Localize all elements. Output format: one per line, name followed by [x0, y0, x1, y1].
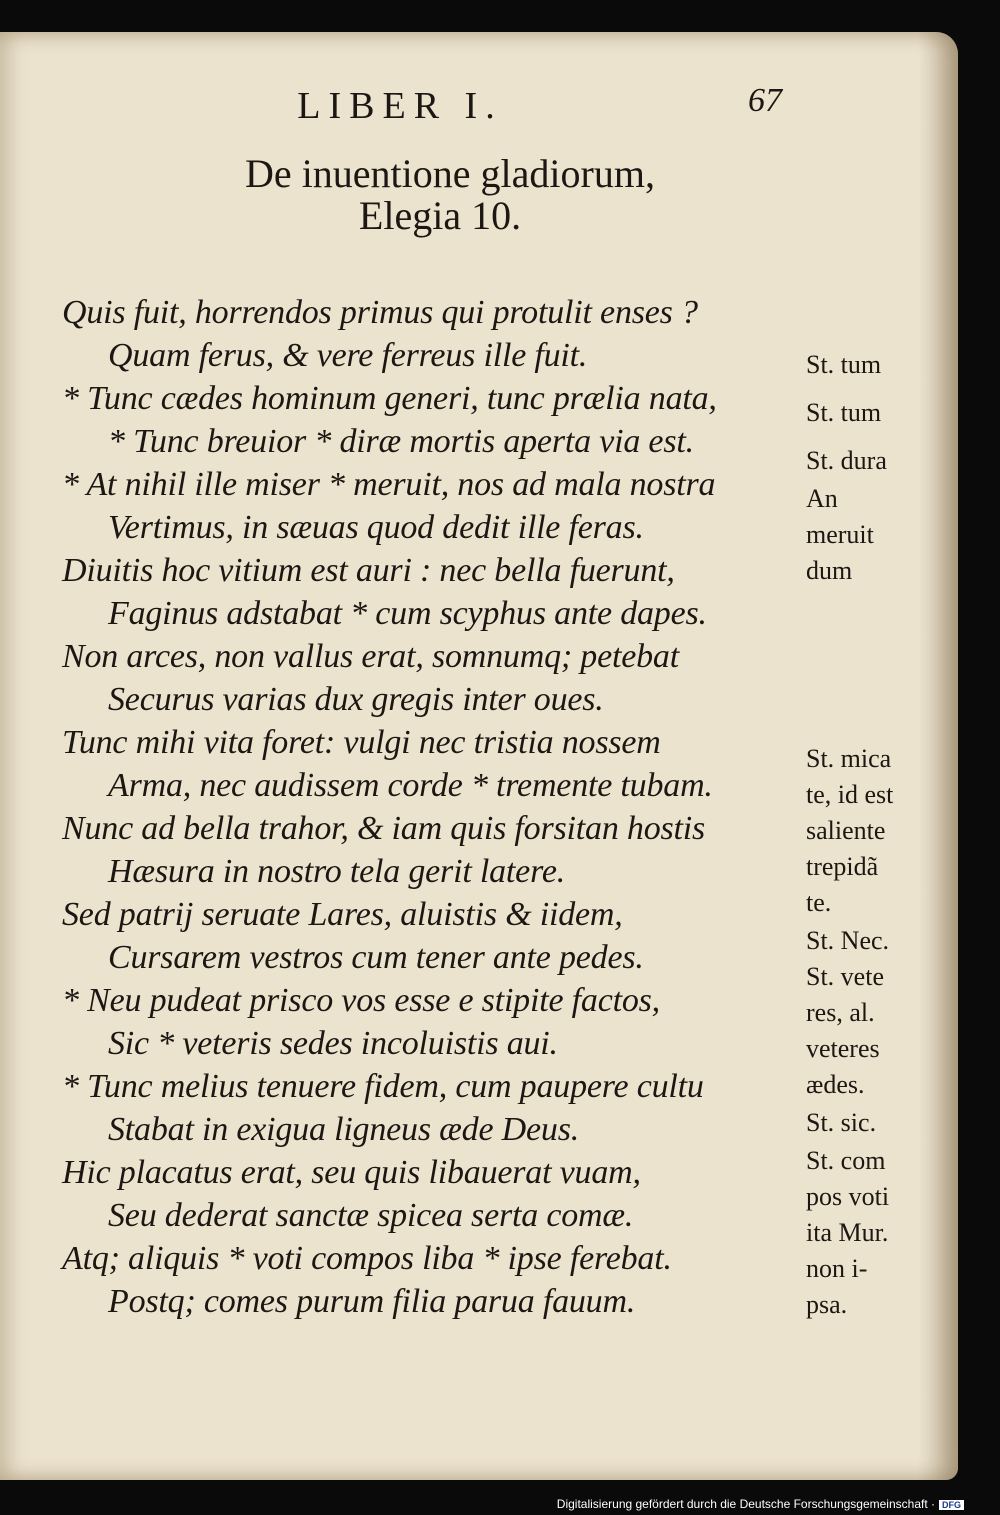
marginal-note: St. Nec. — [806, 926, 890, 955]
digitization-credit — [557, 1497, 964, 1511]
marginal-note: dum — [806, 556, 853, 585]
verse-line: Cursarem vestros cum tener ante pedes. — [108, 939, 644, 976]
verse-line: Arma, nec audissem corde * tremente tubam. — [108, 767, 713, 804]
verse-line: * Tunc melius tenuere fidem, cum paupere cultu — [62, 1068, 704, 1105]
marginal-note: te, id est — [806, 780, 894, 809]
marginal-note: meruit — [806, 520, 874, 549]
page-edge-shadow — [918, 32, 958, 1480]
dfg-logo: DFG — [939, 1500, 964, 1510]
verse-line: Quis fuit, horrendos primus qui protulit enses ? — [62, 294, 698, 331]
marginal-note: St. mica — [806, 744, 892, 773]
verse-line: Seu dederat sanctæ spicea serta comæ. — [108, 1197, 634, 1234]
verse-line: Atq; aliquis * voti compos liba * ipse ferebat. — [62, 1240, 672, 1277]
verse-line: Sic * veteris sedes incoluistis aui. — [108, 1025, 558, 1062]
marginal-note: psa. — [806, 1290, 848, 1319]
verse-line: * At nihil ille miser * meruit, nos ad mala nostra — [62, 466, 716, 503]
marginal-note: St. tum — [806, 350, 882, 379]
marginal-note: An — [806, 484, 838, 513]
verse-line: Quam ferus, & vere ferreus ille fuit. — [108, 337, 588, 374]
verse-line: * Neu pudeat prisco vos esse e stipite factos, — [62, 982, 660, 1019]
verse-line: Non arces, non vallus erat, somnumq; petebat — [62, 638, 679, 675]
elegy-title: De inuentione gladiorum, — [245, 151, 655, 196]
book-page — [0, 32, 958, 1480]
verse-line: Diuitis hoc vitium est auri : nec bella fuerunt, — [62, 552, 675, 589]
verse-line: Nunc ad bella trahor, & iam quis forsitan hostis — [62, 810, 706, 847]
marginal-note: res, al. — [806, 998, 875, 1027]
marginal-note: trepidã — [806, 852, 879, 881]
verse-line: Tunc mihi vita foret: vulgi nec tristia nossem — [62, 724, 661, 761]
page-number: 67 — [748, 82, 782, 119]
verse-line: Sed patrij seruate Lares, aluistis & iidem, — [62, 896, 623, 933]
marginal-note: St. com — [806, 1146, 886, 1175]
verse-line: Securus varias dux gregis inter oues. — [108, 681, 604, 718]
verse-line: Stabat in exigua ligneus æde Deus. — [108, 1111, 580, 1148]
verse-line: Hæsura in nostro tela gerit latere. — [108, 853, 566, 890]
marginal-note: saliente — [806, 816, 886, 845]
verse-line: Vertimus, in sæuas quod dedit ille feras. — [108, 509, 644, 546]
verse-line: * Tunc breuior * diræ mortis aperta via est. — [108, 423, 694, 460]
verse-line: Hic placatus erat, seu quis libauerat vuam, — [62, 1154, 641, 1191]
marginal-note: St. tum — [806, 398, 882, 427]
marginal-note: te. — [806, 888, 832, 917]
marginal-note: St. sic. — [806, 1108, 877, 1137]
verse-line: Faginus adstabat * cum scyphus ante dapes. — [108, 595, 707, 632]
marginal-note: St. vete — [806, 962, 884, 991]
elegy-number: Elegia 10. — [358, 193, 522, 238]
credit-text: Digitalisierung gefördert durch die Deutsche Forschungsgemeinschaft · — [556, 1497, 935, 1511]
verse-line: Postq; comes purum filia parua fauum. — [108, 1283, 636, 1320]
running-header: LIBER I. — [297, 85, 503, 127]
marginal-note: ædes. — [806, 1070, 865, 1099]
verse-line: * Tunc cædes hominum generi, tunc prælia nata, — [62, 380, 717, 417]
marginal-note: veteres — [806, 1034, 880, 1063]
marginal-note: non i- — [806, 1254, 868, 1283]
marginal-note: pos voti — [806, 1182, 890, 1211]
marginal-note: St. dura — [806, 446, 887, 475]
marginal-note: ita Mur. — [806, 1218, 889, 1247]
